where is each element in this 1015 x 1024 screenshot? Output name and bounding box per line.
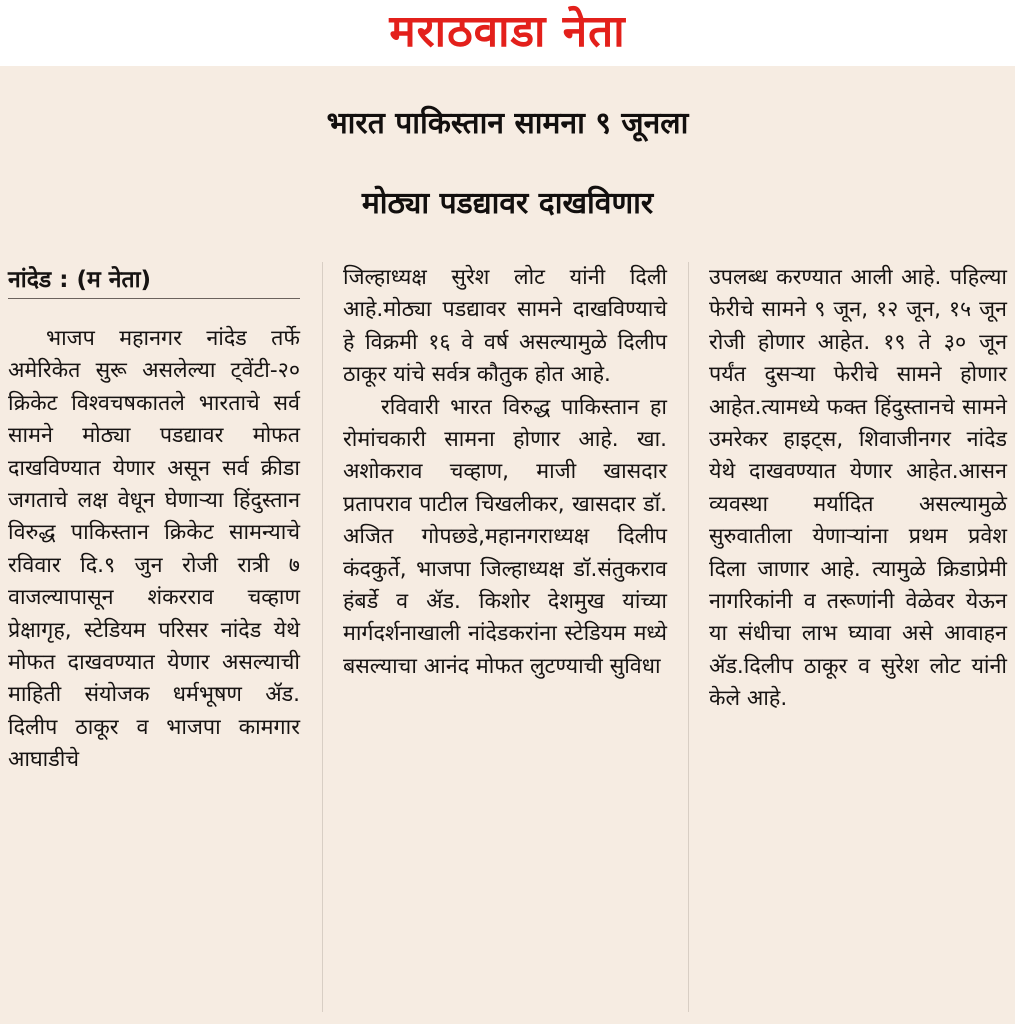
dateline-divider bbox=[8, 298, 300, 299]
article-column-2 bbox=[343, 262, 667, 683]
newspaper-name: मराठवाडा नेता bbox=[389, 6, 626, 57]
article-paragraph-3: उपलब्ध करण्यात आली आहे. पहिल्या फेरीचे सामने ९ जून, १२ जून, १५ जून रोजी होणार आहेत. १९ ते ३० जून पर्यंत दुसऱ्या फेरीचे सामने होणार आहेत.त्यामध्ये फक्त हिंदुस्तानचे सामने उमरेकर हाइट्स, शिवाजीनगर नांदेड येथे दाखवण्यात येणार आहेत.आसन व्यवस्था मर्यादित असल्यामुळे सुरुवातीला येणाऱ्यांना प्रथम प्रवेश दिला जाणार आहे. त्यामुळे क्रिडाप्रेमी नागरिकांनी व तरूणांनी वेळेवर येऊन या संधीचा लाभ घ्यावा असे आवाहन ॲड.दिलीप ठाकूर व सुरेश लोट यांनी केले आहे. bbox=[709, 265, 1007, 712]
column-separator bbox=[688, 262, 689, 1012]
article-column-3 bbox=[709, 262, 1007, 716]
article-paragraph-2: रविवारी भारत विरुद्ध पाकिस्तान हा रोमांचकारी सामना होणार आहे. खा. अशोकराव चव्हाण, माजी खासदार प्रतापराव पाटील चिखलीकर, खासदार डॉ. अजित गोपछडे,महानगराध्यक्ष दिलीप कंदकुर्ते, भाजपा जिल्हाध्यक्ष डॉ.संतुकराव हंबर्डे व ॲड. किशोर देशमुख यांच्या मार्गदर्शनाखाली नांदेडकरांना स्टेडियम मध्ये बसल्याचा आनंद मोफत लुटण्याची सुविधा bbox=[343, 394, 667, 679]
headline bbox=[0, 84, 1015, 244]
headline-line-1: भारत पाकिस्तान सामना ९ जूनला bbox=[326, 106, 689, 141]
article-column-1 bbox=[8, 262, 300, 777]
headline-line-2: मोठ्या पडद्यावर दाखविणार bbox=[361, 186, 654, 221]
dateline: नांदेड : (म नेता) bbox=[8, 267, 152, 293]
column-separator bbox=[322, 262, 323, 1012]
article-paragraph-continued: जिल्हाध्यक्ष सुरेश लोट यांनी दिली आहे.मोठ्या पडद्यावर सामने दाखविण्याचे हे विक्रमी १६ वे वर्ष असल्यामुळे दिलीप ठाकूर यांचे सर्वत्र कौतुक होत आहे. bbox=[343, 265, 667, 388]
masthead bbox=[0, 0, 1015, 66]
article-paragraph-1: भाजप महानगर नांदेड तर्फे अमेरिकेत सुरू असलेल्या ट्वेंटी-२० क्रिकेट विश्वचषकातले भारताचे सर्व सामने मोठ्या पडद्यावर मोफत दाखविण्यात येणार असून सर्व क्रीडा जगताचे लक्ष वेधून घेणाऱ्या हिंदुस्तान विरुद्ध पाकिस्तान क्रिकेट सामन्याचे रविवार दि.९ जुन रोजी रात्री ७ वाजल्यापासून शंकरराव चव्हाण प्रेक्षागृह, स्टेडियम परिसर नांदेड येथे मोफत दाखवण्यात येणार असल्याची माहिती संयोजक धर्मभूषण ॲड. दिलीप ठाकूर व भाजपा कामगार आघाडीचे bbox=[8, 326, 300, 773]
